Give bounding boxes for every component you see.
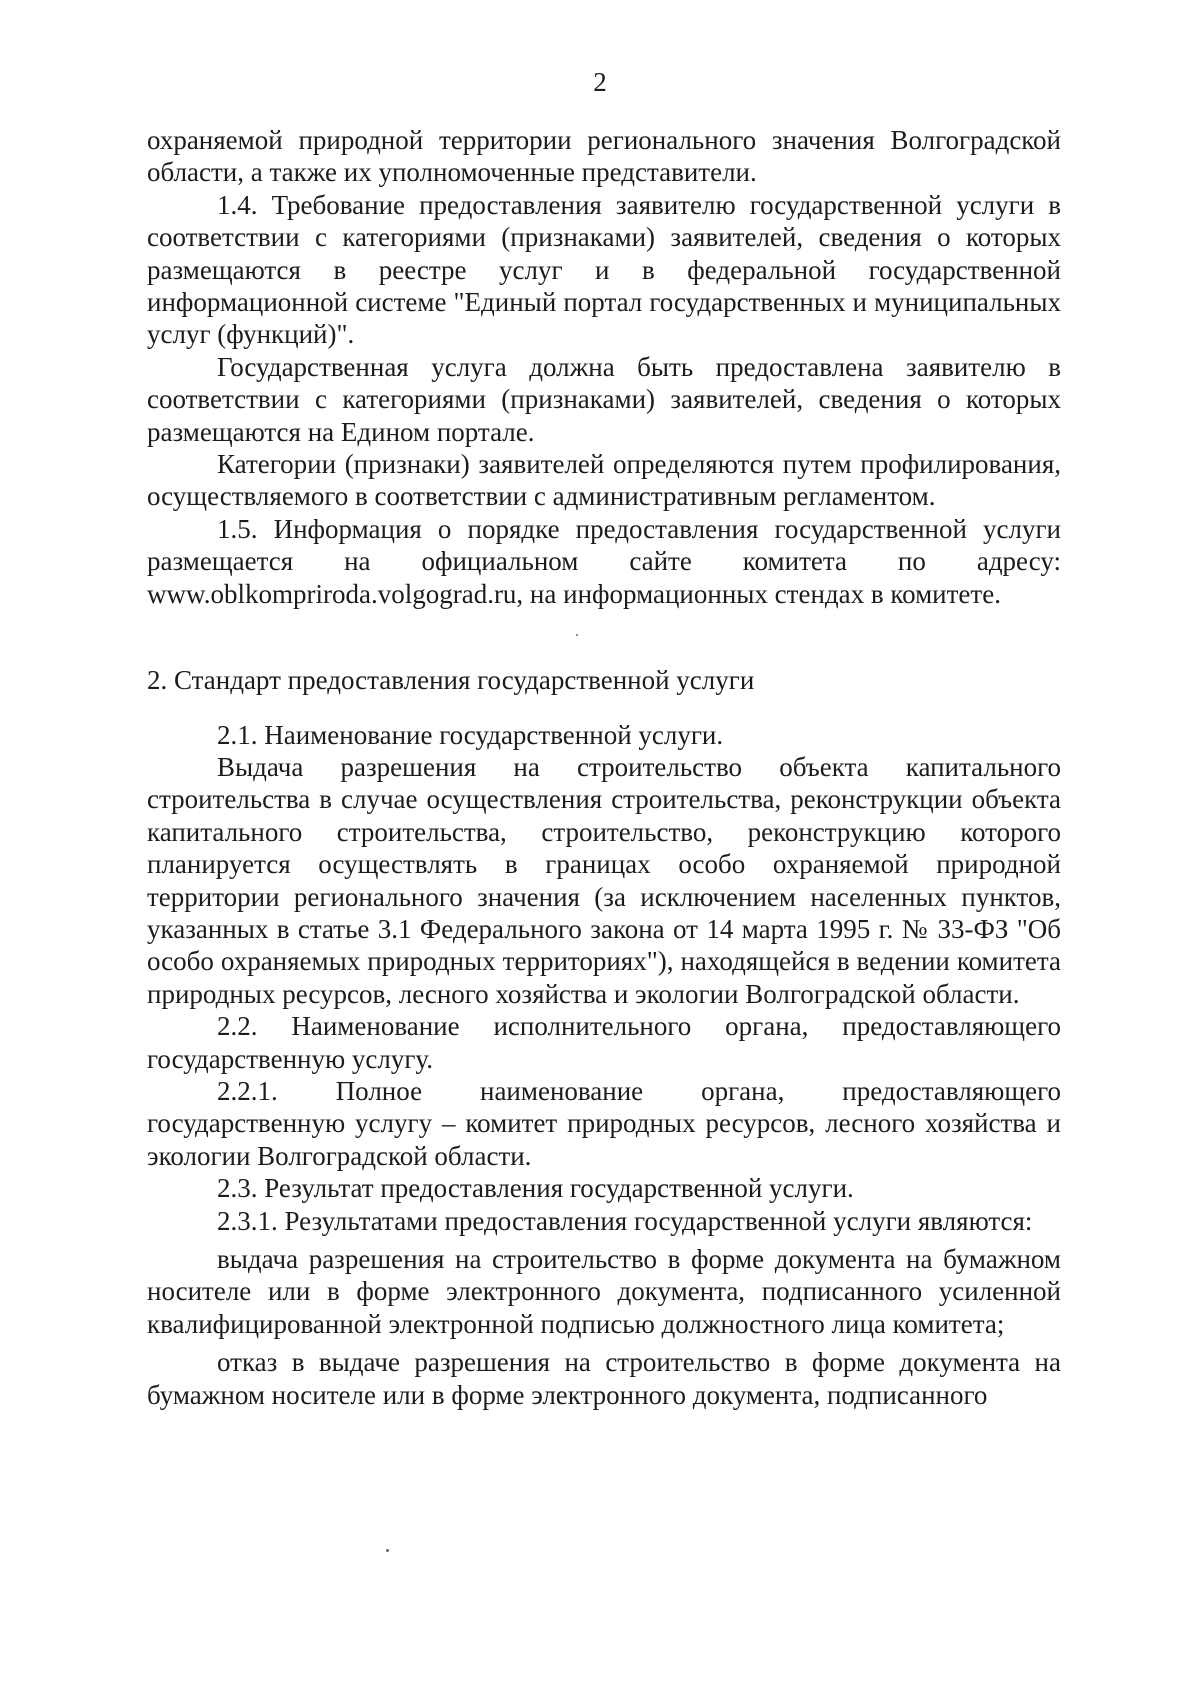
paragraph-2-1: 2.1. Наименование государственной услуги. [217, 719, 724, 750]
paragraph-result-issue: выдача разрешения на строительство в форме документа на бумажном носителе или в форме электронного документа, подписанного усиленной квалифицированной электронной подписью должностного лица комитета; [147, 1244, 1061, 1339]
paragraph-result-refusal: отказ в выдаче разрешения на строительство в форме документа на бумажном носителе или в форме электронного документа, подписанного [147, 1347, 1061, 1410]
document-body [147, 124, 1061, 1411]
paragraph-profiling: Категории (признаки) заявителей определяются путем профилирования, осуществляемого в соответствии с административным регламентом. [147, 449, 1061, 512]
paragraph-2-2: 2.2. Наименование исполнительного органа, предоставляющего государственную услугу. [147, 1011, 1061, 1074]
section-heading: 2. Стандарт предоставления государственной услуги [147, 665, 755, 696]
paragraph-1-4: 1.4. Требование предоставления заявителю государственной услуги в соответствии с категориями (признаками) заявителей, сведения о которых размещаются в реестре услуг и в федеральной государственной информационной системе "Единый портал государственных и муниципальных услуг (функций)". [147, 189, 1061, 350]
paragraph-2-3: 2.3. Результат предоставления государственной услуги. [217, 1173, 854, 1204]
scan-speck [386, 1549, 389, 1552]
paragraph-service-categories: Государственная услуга должна быть предоставлена заявителю в соответствии с категориями (признаками) заявителей, сведения о которых размещаются на Едином портале. [147, 351, 1061, 447]
scan-speck [576, 634, 578, 636]
paragraph-service-name: Выдача разрешения на строительство объекта капитального строительства в случае осуществления строительства, реконструкции объекта капитального строительства, строительство, реконструкцию которого планируется осуществлять в границах особо охраняемой природной территории регионального значения (за исключением населенных пунктов, указанных в статье 3.1 Федерального закона от 14 марта 1995 г. № 33-ФЗ "Об особо охраняемых природных территориях"), находящейся в ведении комитета природных ресурсов, лесного хозяйства и экологии Волгоградской области. [147, 751, 1061, 1009]
paragraph-continuation: охраняемой природной территории регионального значения Волгоградской области, а также их уполномоченные представители. [147, 125, 1061, 188]
paragraph-1-5: 1.5. Информация о порядке предоставления государственной услуги размещается на официальном сайте комитета по адресу: www.oblkompriroda.volgograd.ru, на информационных стендах в комитете. [147, 513, 1061, 609]
paragraph-2-3-1: 2.3.1. Результатами предоставления государственной услуги являются: [217, 1205, 1033, 1236]
paragraph-2-2-1: 2.2.1. Полное наименование органа, предоставляющего государственную услугу – комитет природных ресурсов, лесного хозяйства и экологии Волгоградской области. [147, 1075, 1061, 1171]
page-number: 2 [593, 67, 607, 97]
